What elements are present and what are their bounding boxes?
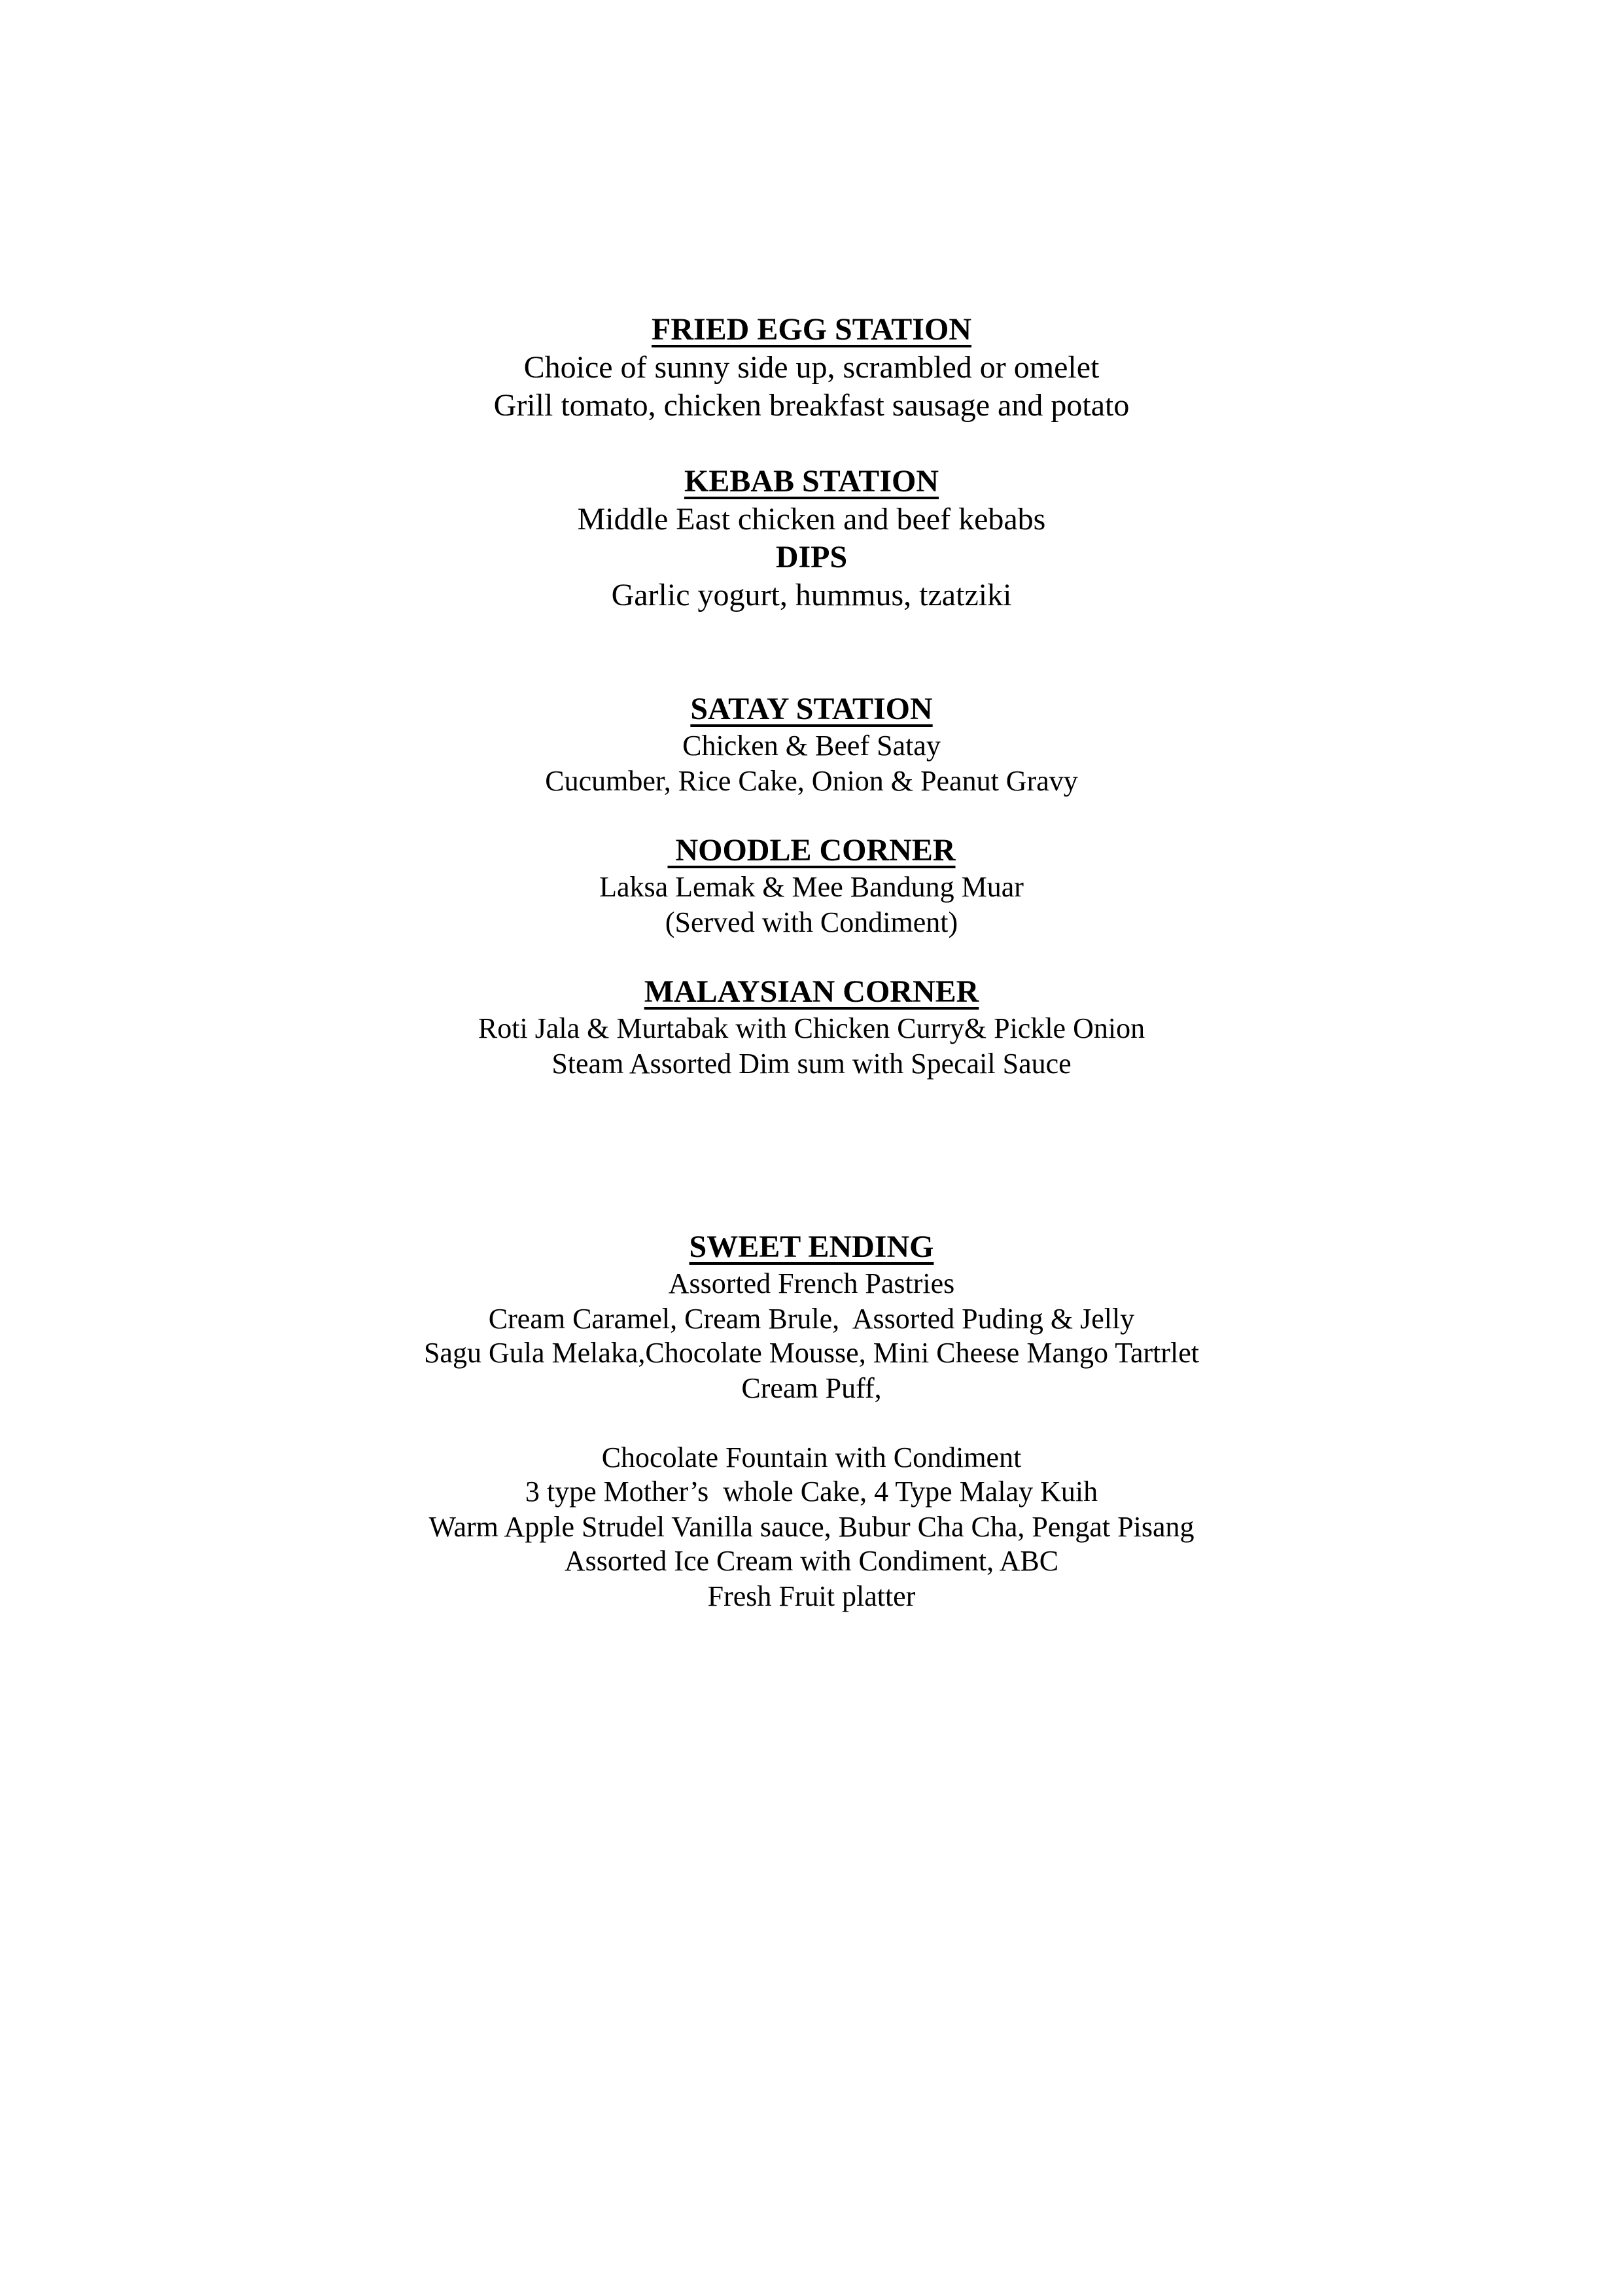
kebab-station-heading: KEBAB STATION — [684, 464, 939, 499]
malaysian-line: Steam Assorted Dim sum with Specail Sauce — [551, 1048, 1072, 1080]
sweet-line: 3 type Mother’s whole Cake, 4 Type Malay Kuih — [525, 1475, 1098, 1508]
sweet-line: Sagu Gula Melaka,Chocolate Mousse, Mini Cheese Mango Tartrlet — [423, 1337, 1200, 1369]
satay-line: Chicken & Beef Satay — [682, 730, 941, 762]
satay-line: Cucumber, Rice Cake, Onion & Peanut Gravy — [545, 765, 1078, 797]
satay-station-heading: SATAY STATION — [690, 692, 933, 726]
noodle-line: (Served with Condiment) — [665, 906, 958, 938]
sweet-line: Chocolate Fountain with Condiment — [601, 1441, 1022, 1474]
noodle-line: Laksa Lemak & Mee Bandung Muar — [599, 871, 1024, 903]
sweet-line: Assorted French Pastries — [668, 1267, 955, 1299]
sweet-line: Fresh Fruit platter — [707, 1580, 916, 1612]
malaysian-line: Roti Jala & Murtabak with Chicken Curry& Pickle Onion — [478, 1012, 1145, 1044]
sweet-line: Assorted Ice Cream with Condiment, ABC — [564, 1545, 1059, 1577]
sweet-line: Cream Puff, — [741, 1372, 882, 1404]
fried-egg-station-heading: FRIED EGG STATION — [652, 312, 971, 347]
noodle-corner-heading: NOODLE CORNER — [667, 833, 956, 868]
sweet-line: Cream Caramel, Cream Brule, Assorted Puding & Jelly — [488, 1303, 1135, 1335]
malaysian-corner-heading: MALAYSIAN CORNER — [644, 974, 979, 1009]
fried-egg-line: Grill tomato, chicken breakfast sausage and potato — [493, 388, 1130, 423]
sweet-ending-heading: SWEET ENDING — [689, 1229, 934, 1264]
dips-heading: DIPS — [775, 540, 848, 574]
fried-egg-line: Choice of sunny side up, scrambled or omelet — [523, 350, 1100, 385]
sweet-line: Warm Apple Strudel Vanilla sauce, Bubur Cha Cha, Pengat Pisang — [428, 1511, 1195, 1543]
dips-line: Garlic yogurt, hummus, tzatziki — [611, 578, 1012, 612]
kebab-line: Middle East chicken and beef kebabs — [577, 502, 1046, 537]
